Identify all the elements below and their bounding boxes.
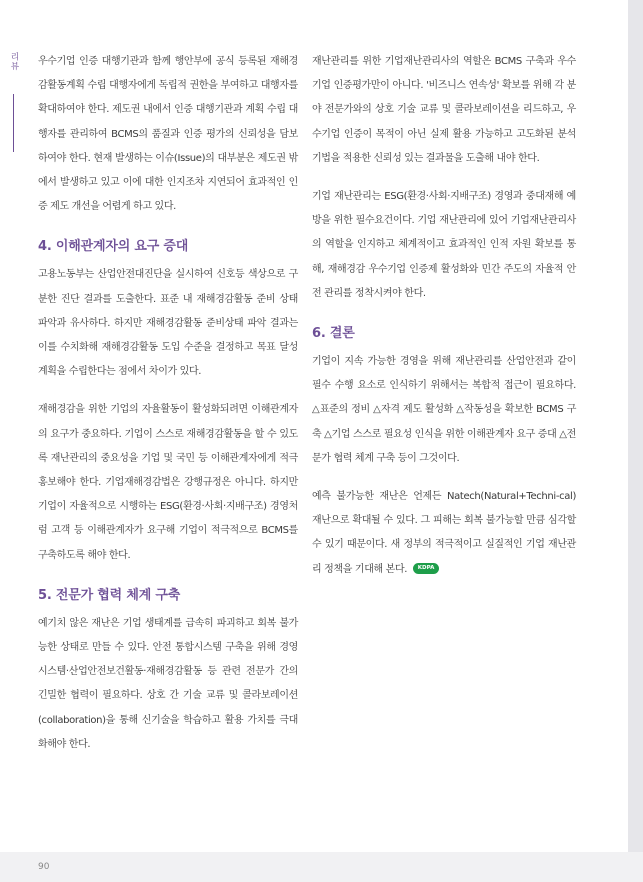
section-5-heading: 5. 전문가 협력 체계 구축 bbox=[38, 587, 181, 603]
section-6-heading: 6. 결론 bbox=[312, 326, 355, 342]
footer bbox=[0, 852, 643, 882]
left-column bbox=[38, 50, 298, 771]
section-label-divider bbox=[13, 94, 14, 152]
closing-text: 예측 불가능한 재난은 언제든 Natech(Natural+Techni-cal) 재난으로 확대될 수 있다. 그 피해는 회복 불가능할 만큼 심각할 수 있기 때문이다. 새 정부의 적극적이고 실질적인 기업 재난관리 정책을 기대해 본다. bbox=[312, 491, 576, 575]
right-paragraph-2: 기업 재난관리는 ESG(환경·사회·지배구조) 경영과 중대재해 예방을 위한 필수요건이다. 기업 재난관리에 있어 기업재난관리사의 역할을 인지하고 체계적이고 효과적인 인적 자원 확보를 통해, 재해경감 우수기업 인증제 활성화와 민간 주도의 자율적 안전 관리를 정착시켜야 한다. bbox=[312, 191, 576, 299]
section-6-paragraph-2 bbox=[312, 485, 576, 582]
section-4-heading: 4. 이해관계자의 요구 증대 bbox=[38, 239, 189, 255]
section-6-paragraph-1: 기업이 지속 가능한 경영을 위해 재난관리를 산업안전과 같이 필수 수행 요소로 인식하기 위해서는 복합적 접근이 필요하다. △표준의 정비 △자격 제도 활성화 △작동성을 확보한 BCMS 구축 △기업 스스로 필요성 인식을 위한 이해관계자 요구 증대 △전문가 협력 체계 구축 등이 그것이다. bbox=[312, 356, 576, 464]
intro-paragraph: 우수기업 인증 대행기관과 함께 행안부에 공식 등록된 재해경감활동계획 수립 대행자에게 독립적 권한을 부여하고 대행자를 확대하여야 한다. 제도권 내에서 인증 대행기관과 계획 수립 대행자를 관리하여 BCMS의 품질과 인증 평가의 신뢰성을 담보하여야 한다. 현재 발생하는 이슈(Issue)의 대부분은 제도권 밖에서 발생하고 있고 이에 대한 인지조차 지연되어 효과적인 인증 제도 개선을 어렵게 하고 있다. bbox=[38, 56, 298, 213]
page-edge-strip bbox=[628, 0, 643, 852]
page-number: 90 bbox=[38, 862, 50, 872]
right-paragraph-1: 재난관리를 위한 기업재난관리사의 역할은 BCMS 구축과 우수기업 인증평가만이 아니다. '비즈니스 연속성' 확보를 위해 각 분야 전문가와의 상호 기술 교류 및 콜라보레이션을 리드하고, 우수기업 인증이 목적이 아닌 실제 활용 가능하고 고도화된 분석 기법을 적용한 신뢰성 있는 결과물을 도출해 내야 한다. bbox=[312, 56, 576, 164]
section-label: 리뷰 bbox=[9, 52, 19, 71]
section-5-paragraph: 예기치 않은 재난은 기업 생태계를 급속히 파괴하고 회복 불가능한 상태로 만들 수 있다. 안전 통합시스템 구축을 위해 경영시스템·산업안전보건활동·재해경감활동 등 관련 전문가 간의 긴밀한 협력이 필요하다. 상호 간 기술 교류 및 콜라보레이션(collaboration)을 통해 신기술을 학습하고 활용 가치를 극대화해야 한다. bbox=[38, 617, 298, 750]
kdpa-logo: KDPA bbox=[413, 563, 439, 574]
section-4-paragraph-2: 재해경감을 위한 기업의 자율활동이 활성화되려면 이해관계자의 요구가 중요하다. 기업이 스스로 재해경감활동을 할 수 있도록 재난관리의 중요성을 기업 및 국민 등 이해관계자에게 적극 홍보해야 한다. 기업재해경감법은 강행규정은 아니다. 하지만 기업이 자율적으로 시행하는 ESG(환경·사회·지배구조) 경영처럼 고객 등 이해관계자가 요구해 기업이 적극적으로 BCMS를 구축하도록 해야 한다. bbox=[38, 404, 298, 561]
right-column bbox=[312, 50, 576, 596]
section-4-paragraph-1: 고용노동부는 산업안전대진단을 실시하여 신호등 색상으로 구분한 진단 결과를 도출한다. 표준 내 재해경감활동 준비 상태 파악과 유사하다. 하지만 재해경감활동 준비상태 파악 결과는 이를 수치화해 재해경감활동 도입 수준을 결정하고 목표 달성 계획을 수립한다는 점에서 차이가 있다. bbox=[38, 269, 298, 378]
